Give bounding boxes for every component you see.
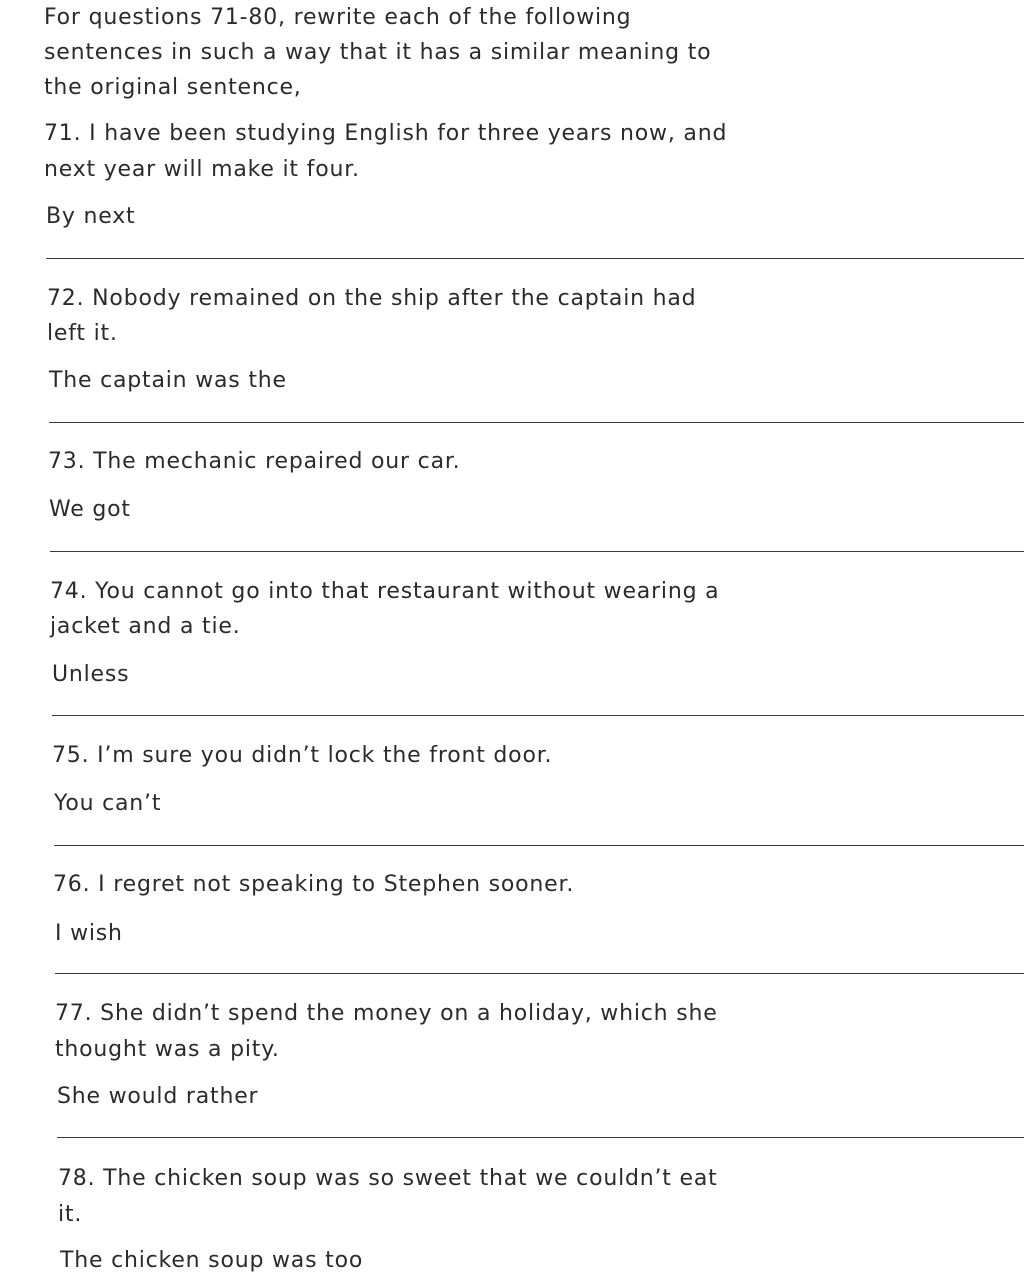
question-text: 75. I’m sure you didn’t lock the front door. <box>52 743 553 768</box>
instructions-line-3: the original sentence, <box>44 75 302 100</box>
question-text: 72. Nobody remained on the ship after the captain had <box>47 286 697 311</box>
question-text: 76. I regret not speaking to Stephen sooner. <box>53 872 575 897</box>
question-text-continued: next year will make it four. <box>44 157 360 182</box>
answer-line[interactable] <box>46 258 1024 259</box>
answer-prompt: Unless <box>52 662 130 687</box>
question-text-continued: it. <box>58 1202 83 1227</box>
answer-line[interactable] <box>50 551 1024 552</box>
answer-line[interactable] <box>54 845 1024 846</box>
answer-prompt: By next <box>46 204 136 229</box>
instructions <box>44 0 1004 105</box>
answer-line[interactable] <box>55 973 1024 974</box>
question-text-continued: thought was a pity. <box>55 1037 280 1062</box>
answer-line[interactable] <box>57 1137 1024 1138</box>
question-text: 71. I have been studying English for three years now, and <box>44 121 728 146</box>
answer-prompt: The captain was the <box>49 368 287 393</box>
answer-line[interactable] <box>52 715 1024 716</box>
answer-prompt: The chicken soup was too <box>60 1248 364 1273</box>
question-text-continued: left it. <box>47 321 118 346</box>
question-text: 73. The mechanic repaired our car. <box>48 449 461 474</box>
answer-prompt: She would rather <box>57 1084 259 1109</box>
question-text: 74. You cannot go into that restaurant without wearing a <box>50 579 720 604</box>
answer-line[interactable] <box>49 422 1024 423</box>
instructions-line-1: For questions 71-80, rewrite each of the following <box>44 5 632 30</box>
question-text: 78. The chicken soup was so sweet that we couldn’t eat <box>58 1166 718 1191</box>
answer-prompt: We got <box>49 497 131 522</box>
question-text-continued: jacket and a tie. <box>50 614 241 639</box>
instructions-line-2: sentences in such a way that it has a similar meaning to <box>44 40 712 65</box>
answer-prompt: I wish <box>55 921 123 946</box>
question-text: 77. She didn’t spend the money on a holiday, which she <box>55 1001 718 1026</box>
answer-prompt: You can’t <box>54 791 162 816</box>
